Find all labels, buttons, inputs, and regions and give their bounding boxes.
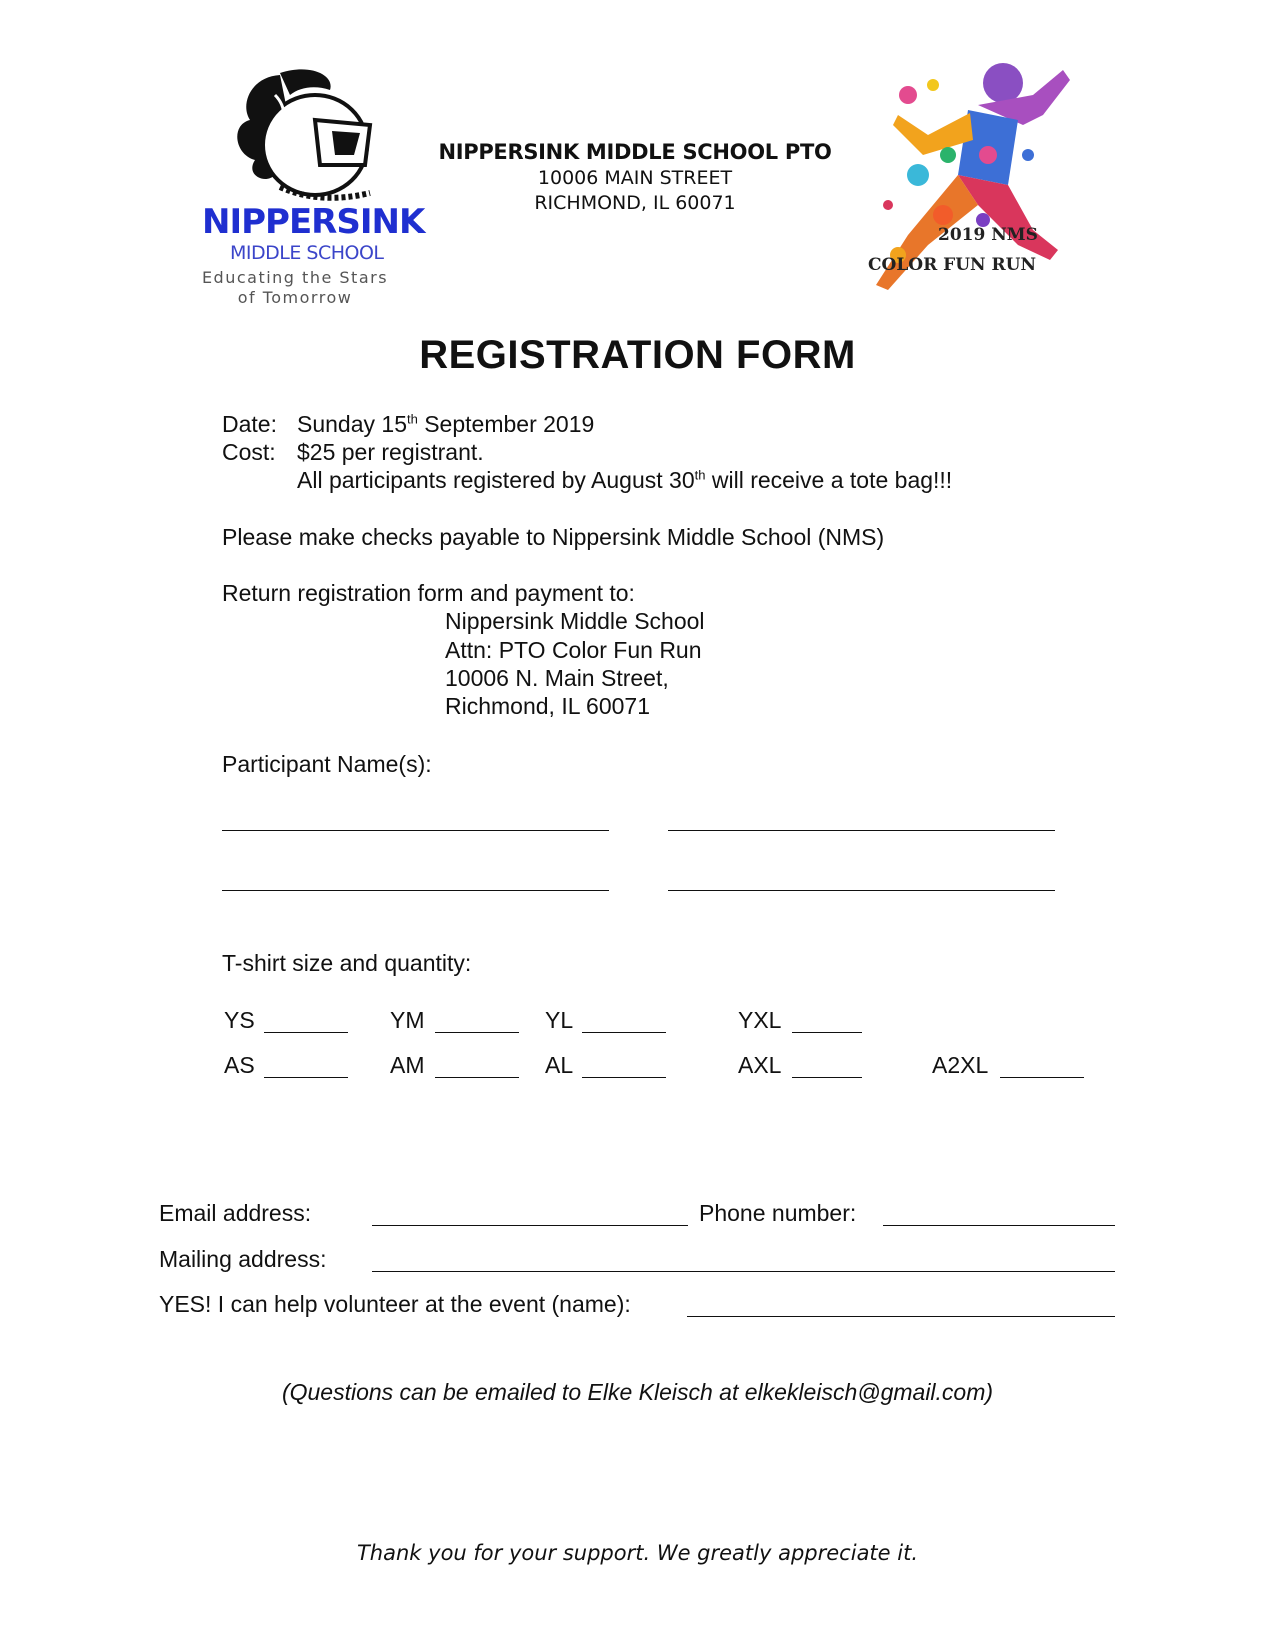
participant-name-line[interactable]: [222, 830, 609, 831]
size-yl-label: YL: [545, 1007, 574, 1033]
date-value: Sunday 15th September 2019: [297, 411, 595, 437]
size-yxl-label: YXL: [738, 1007, 782, 1033]
phone-label: Phone number:: [699, 1200, 857, 1226]
school-logo-tagline-1: Educating the Stars: [201, 268, 389, 287]
size-a2xl-qty[interactable]: [1000, 1077, 1084, 1078]
size-as-qty[interactable]: [264, 1077, 348, 1078]
size-ys-qty[interactable]: [264, 1032, 348, 1033]
size-al-label: AL: [545, 1052, 574, 1078]
size-ym-qty[interactable]: [435, 1032, 519, 1033]
thank-you-note: Thank you for your support. We greatly appreciate it.: [356, 1541, 919, 1565]
knight-helmet-icon: [220, 65, 385, 210]
size-yl-qty[interactable]: [582, 1032, 666, 1033]
participant-name-line[interactable]: [668, 830, 1055, 831]
mailing-address-field[interactable]: [372, 1271, 1115, 1272]
school-logo-name: NIPPERSINK: [202, 202, 425, 242]
mailing-label: Mailing address:: [159, 1246, 327, 1272]
participant-name-line[interactable]: [668, 890, 1055, 891]
color-run-logo-line-1: 2019 NMS: [938, 225, 1038, 245]
color-run-logo: [858, 55, 1088, 315]
school-logo-sub: MIDDLE SCHOOL: [230, 242, 384, 264]
org-address-line-2: RICHMOND, IL 60071: [534, 192, 736, 214]
color-run-logo-line-2: COLOR FUN RUN: [868, 255, 1036, 275]
page-title: REGISTRATION FORM: [419, 333, 856, 377]
school-logo: [190, 60, 425, 310]
size-am-qty[interactable]: [435, 1077, 519, 1078]
size-am-label: AM: [390, 1052, 425, 1078]
return-address-line-2: Attn: PTO Color Fun Run: [445, 637, 702, 663]
phone-field[interactable]: [883, 1225, 1115, 1226]
date-label: Date:: [222, 411, 277, 437]
volunteer-name-field[interactable]: [687, 1316, 1115, 1317]
size-a2xl-label: A2XL: [932, 1052, 989, 1078]
size-axl-label: AXL: [738, 1052, 782, 1078]
school-logo-tagline-2: of Tomorrow: [237, 288, 353, 307]
size-yxl-qty[interactable]: [792, 1032, 862, 1033]
org-address-line-1: 10006 MAIN STREET: [537, 167, 733, 189]
checks-note: Please make checks payable to Nippersink Middle School (NMS): [222, 524, 885, 550]
size-al-qty[interactable]: [582, 1077, 666, 1078]
volunteer-label: YES! I can help volunteer at the event (name):: [159, 1291, 631, 1317]
email-label: Email address:: [159, 1200, 312, 1226]
return-address-line-1: Nippersink Middle School: [445, 608, 705, 634]
cost-value: $25 per registrant.: [297, 439, 484, 465]
cost-label: Cost:: [222, 439, 276, 465]
return-address-line-3: 10006 N. Main Street,: [445, 665, 669, 691]
org-block: [420, 140, 850, 214]
questions-note: (Questions can be emailed to Elke Kleisch at elkekleisch@gmail.com): [281, 1379, 994, 1405]
size-axl-qty[interactable]: [792, 1077, 862, 1078]
return-address-line-4: Richmond, IL 60071: [445, 693, 651, 719]
tshirt-label: T-shirt size and quantity:: [222, 950, 472, 976]
org-name: NIPPERSINK MIDDLE SCHOOL PTO: [438, 140, 832, 164]
email-field[interactable]: [372, 1225, 688, 1226]
size-as-label: AS: [224, 1052, 255, 1078]
size-ym-label: YM: [390, 1007, 425, 1033]
participant-name-line[interactable]: [222, 890, 609, 891]
size-ys-label: YS: [224, 1007, 255, 1033]
participants-label: Participant Name(s):: [222, 751, 432, 777]
tote-bag-note: All participants registered by August 30th will receive a tote bag!!!: [297, 467, 953, 493]
return-label: Return registration form and payment to:: [222, 580, 635, 606]
